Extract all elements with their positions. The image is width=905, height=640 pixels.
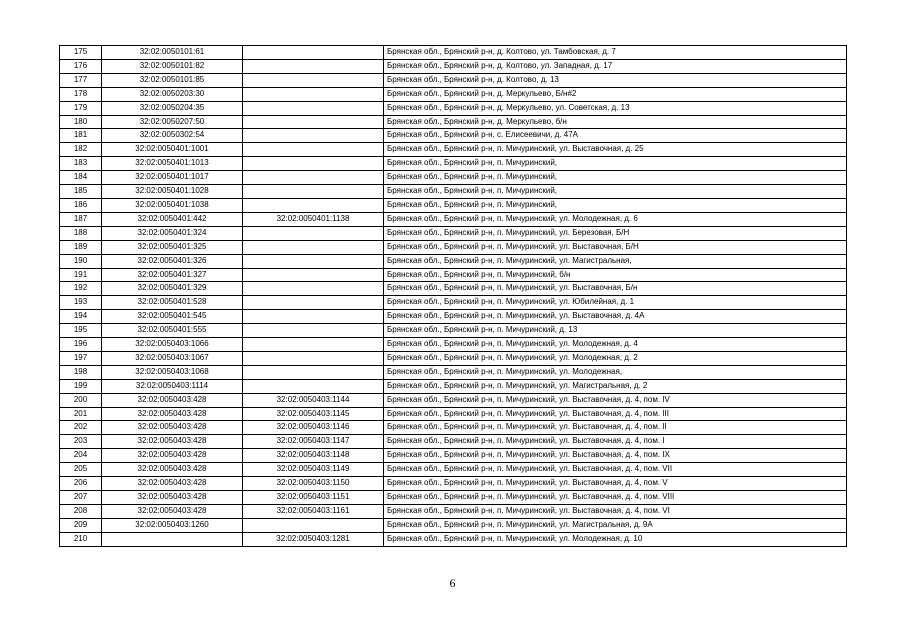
row-number-cell: 210 — [60, 532, 102, 546]
related-cadastral-number-cell: 32:02:0050403:1146 — [243, 421, 384, 435]
address-cell: Брянская обл., Брянский р-н, п. Мичуринский, ул. Выставочная, д. 4, пом. II — [384, 421, 847, 435]
cadastral-number-cell: 32:02:0050403:428 — [102, 435, 243, 449]
table-row — [60, 449, 847, 463]
cadastral-number-cell: 32:02:0050401:1001 — [102, 143, 243, 157]
table-row — [60, 518, 847, 532]
related-cadastral-number-cell — [243, 240, 384, 254]
cadastral-number-cell: 32:02:0050403:1114 — [102, 379, 243, 393]
table-row — [60, 143, 847, 157]
address-cell: Брянская обл., Брянский р-н, д. Меркульево, б/н — [384, 115, 847, 129]
cadastral-number-cell: 32:02:0050403:428 — [102, 421, 243, 435]
address-cell: Брянская обл., Брянский р-н, п. Мичуринский, ул. Березовая, Б/Н — [384, 226, 847, 240]
table-row — [60, 491, 847, 505]
related-cadastral-number-cell — [243, 282, 384, 296]
table-row — [60, 59, 847, 73]
address-cell: Брянская обл., Брянский р-н, п. Мичуринский, ул. Молодежная, д. 6 — [384, 212, 847, 226]
table-row — [60, 115, 847, 129]
row-number-cell: 177 — [60, 73, 102, 87]
related-cadastral-number-cell — [243, 115, 384, 129]
row-number-cell: 188 — [60, 226, 102, 240]
related-cadastral-number-cell — [243, 87, 384, 101]
address-cell: Брянская обл., Брянский р-н, п. Мичуринский, б/н — [384, 268, 847, 282]
table-row — [60, 185, 847, 199]
row-number-cell: 209 — [60, 518, 102, 532]
row-number-cell: 186 — [60, 198, 102, 212]
row-number-cell: 205 — [60, 463, 102, 477]
cadastral-number-cell: 32:02:0050401:1017 — [102, 171, 243, 185]
table-row — [60, 324, 847, 338]
address-cell: Брянская обл., Брянский р-н, п. Мичуринский, ул. Выставочная, д. 25 — [384, 143, 847, 157]
table-row — [60, 421, 847, 435]
cadastral-number-cell: 32:02:0050403:428 — [102, 393, 243, 407]
table-row — [60, 240, 847, 254]
table-row — [60, 407, 847, 421]
table-row — [60, 504, 847, 518]
cadastral-number-cell: 32:02:0050403:1066 — [102, 338, 243, 352]
row-number-cell: 206 — [60, 477, 102, 491]
address-cell: Брянская обл., Брянский р-н, п. Мичуринский, ул. Юбилейная, д. 1 — [384, 296, 847, 310]
address-cell: Брянская обл., Брянский р-н, д. Колтово, ул. Тамбовская, д. 7 — [384, 46, 847, 60]
cadastral-number-cell: 32:02:0050401:329 — [102, 282, 243, 296]
table-row — [60, 435, 847, 449]
table-row — [60, 393, 847, 407]
cadastral-number-cell: 32:02:0050403:1068 — [102, 365, 243, 379]
row-number-cell: 189 — [60, 240, 102, 254]
related-cadastral-number-cell — [243, 518, 384, 532]
table-row — [60, 310, 847, 324]
address-cell: Брянская обл., Брянский р-н, п. Мичуринский, д. 13 — [384, 324, 847, 338]
cadastral-number-cell: 32:02:0050203:30 — [102, 87, 243, 101]
related-cadastral-number-cell: 32:02:0050401:1138 — [243, 212, 384, 226]
cadastral-number-cell: 32:02:0050302:54 — [102, 129, 243, 143]
row-number-cell: 190 — [60, 254, 102, 268]
cadastral-number-cell: 32:02:0050401:1038 — [102, 198, 243, 212]
row-number-cell: 198 — [60, 365, 102, 379]
cadastral-number-cell: 32:02:0050101:85 — [102, 73, 243, 87]
address-cell: Брянская обл., Брянский р-н, д. Колтово, д. 13 — [384, 73, 847, 87]
related-cadastral-number-cell: 32:02:0050403:1144 — [243, 393, 384, 407]
row-number-cell: 193 — [60, 296, 102, 310]
row-number-cell: 175 — [60, 46, 102, 60]
address-cell: Брянская обл., Брянский р-н, п. Мичуринский, ул. Молодежная, д. 2 — [384, 351, 847, 365]
cadastral-number-cell: 32:02:0050403:428 — [102, 477, 243, 491]
address-cell: Брянская обл., Брянский р-н, п. Мичуринский, ул. Магистральная, д. 2 — [384, 379, 847, 393]
related-cadastral-number-cell — [243, 46, 384, 60]
table-row — [60, 129, 847, 143]
address-cell: Брянская обл., Брянский р-н, с. Елисеевичи, д. 47А — [384, 129, 847, 143]
cadastral-number-cell: 32:02:0050403:428 — [102, 491, 243, 505]
address-cell: Брянская обл., Брянский р-н, п. Мичуринский, ул. Молодежная, — [384, 365, 847, 379]
related-cadastral-number-cell — [243, 129, 384, 143]
row-number-cell: 182 — [60, 143, 102, 157]
row-number-cell: 179 — [60, 101, 102, 115]
related-cadastral-number-cell: 32:02:0050403:1148 — [243, 449, 384, 463]
row-number-cell: 185 — [60, 185, 102, 199]
row-number-cell: 191 — [60, 268, 102, 282]
cadastral-number-cell: 32:02:0050401:326 — [102, 254, 243, 268]
address-cell: Брянская обл., Брянский р-н, п. Мичуринский, ул. Выставочная, д. 4, пом. IV — [384, 393, 847, 407]
address-cell: Брянская обл., Брянский р-н, п. Мичуринский, ул. Выставочная, д. 4, пом. VII — [384, 463, 847, 477]
related-cadastral-number-cell — [243, 296, 384, 310]
related-cadastral-number-cell — [243, 268, 384, 282]
table-row — [60, 282, 847, 296]
row-number-cell: 199 — [60, 379, 102, 393]
address-cell: Брянская обл., Брянский р-н, п. Мичуринский, ул. Выставочная, д. 4, пом. VI — [384, 504, 847, 518]
related-cadastral-number-cell: 32:02:0050403:1161 — [243, 504, 384, 518]
address-cell: Брянская обл., Брянский р-н, д. Колтово, ул. Западная, д. 17 — [384, 59, 847, 73]
page-number: 6 — [449, 576, 456, 590]
address-cell: Брянская обл., Брянский р-н, п. Мичуринский, ул. Выставочная, д. 4, пом. I — [384, 435, 847, 449]
cadastral-number-cell: 32:02:0050403:428 — [102, 407, 243, 421]
address-cell: Брянская обл., Брянский р-н, п. Мичуринский, — [384, 198, 847, 212]
property-registry-table — [59, 45, 847, 547]
related-cadastral-number-cell — [243, 351, 384, 365]
row-number-cell: 208 — [60, 504, 102, 518]
related-cadastral-number-cell — [243, 101, 384, 115]
table-row — [60, 198, 847, 212]
table-row — [60, 477, 847, 491]
address-cell: Брянская обл., Брянский р-н, п. Мичуринский, ул. Молодежная, д. 10 — [384, 532, 847, 546]
table-row — [60, 212, 847, 226]
related-cadastral-number-cell: 32:02:0050403:1150 — [243, 477, 384, 491]
cadastral-number-cell: 32:02:0050401:1013 — [102, 157, 243, 171]
table-row — [60, 46, 847, 60]
cadastral-number-cell: 32:02:0050403:428 — [102, 463, 243, 477]
address-cell: Брянская обл., Брянский р-н, п. Мичуринский, ул. Выставочная, д. 4, пом. IX — [384, 449, 847, 463]
row-number-cell: 180 — [60, 115, 102, 129]
cadastral-number-cell: 32:02:0050401:325 — [102, 240, 243, 254]
cadastral-number-cell: 32:02:0050403:1067 — [102, 351, 243, 365]
related-cadastral-number-cell — [243, 185, 384, 199]
cadastral-number-cell: 32:02:0050401:442 — [102, 212, 243, 226]
related-cadastral-number-cell — [243, 59, 384, 73]
row-number-cell: 201 — [60, 407, 102, 421]
row-number-cell: 192 — [60, 282, 102, 296]
registry-table-body — [60, 46, 847, 547]
related-cadastral-number-cell — [243, 73, 384, 87]
table-row — [60, 338, 847, 352]
table-row — [60, 351, 847, 365]
related-cadastral-number-cell — [243, 254, 384, 268]
address-cell: Брянская обл., Брянский р-н, д. Меркульево, ул. Советская, д. 13 — [384, 101, 847, 115]
cadastral-number-cell: 32:02:0050401:528 — [102, 296, 243, 310]
related-cadastral-number-cell: 32:02:0050403:1281 — [243, 532, 384, 546]
cadastral-number-cell: 32:02:0050403:1260 — [102, 518, 243, 532]
table-row — [60, 463, 847, 477]
cadastral-number-cell: 32:02:0050403:428 — [102, 449, 243, 463]
related-cadastral-number-cell: 32:02:0050403:1149 — [243, 463, 384, 477]
address-cell: Брянская обл., Брянский р-н, п. Мичуринский, ул. Выставочная, д. 4А — [384, 310, 847, 324]
row-number-cell: 184 — [60, 171, 102, 185]
cadastral-number-cell: 32:02:0050401:324 — [102, 226, 243, 240]
row-number-cell: 181 — [60, 129, 102, 143]
row-number-cell: 204 — [60, 449, 102, 463]
table-row — [60, 226, 847, 240]
cadastral-number-cell: 32:02:0050403:428 — [102, 504, 243, 518]
cadastral-number-cell: 32:02:0050401:555 — [102, 324, 243, 338]
related-cadastral-number-cell: 32:02:0050403:1145 — [243, 407, 384, 421]
cadastral-number-cell: 32:02:0050204:35 — [102, 101, 243, 115]
related-cadastral-number-cell — [243, 226, 384, 240]
cadastral-number-cell: 32:02:0050401:545 — [102, 310, 243, 324]
row-number-cell: 183 — [60, 157, 102, 171]
related-cadastral-number-cell — [243, 198, 384, 212]
address-cell: Брянская обл., Брянский р-н, п. Мичуринский, ул. Молодежная, д. 4 — [384, 338, 847, 352]
cadastral-number-cell: 32:02:0050401:1028 — [102, 185, 243, 199]
related-cadastral-number-cell — [243, 338, 384, 352]
address-cell: Брянская обл., Брянский р-н, п. Мичуринский, — [384, 171, 847, 185]
related-cadastral-number-cell — [243, 310, 384, 324]
address-cell: Брянская обл., Брянский р-н, п. Мичуринский, ул. Магистральная, д. 9А — [384, 518, 847, 532]
address-cell: Брянская обл., Брянский р-н, д. Меркульево, Б/н#2 — [384, 87, 847, 101]
related-cadastral-number-cell — [243, 171, 384, 185]
row-number-cell: 196 — [60, 338, 102, 352]
row-number-cell: 176 — [60, 59, 102, 73]
cadastral-number-cell: 32:02:0050101:61 — [102, 46, 243, 60]
table-row — [60, 254, 847, 268]
table-row — [60, 157, 847, 171]
table-row — [60, 268, 847, 282]
row-number-cell: 207 — [60, 491, 102, 505]
related-cadastral-number-cell: 32:02:0050403:1147 — [243, 435, 384, 449]
row-number-cell: 195 — [60, 324, 102, 338]
table-row — [60, 171, 847, 185]
row-number-cell: 178 — [60, 87, 102, 101]
related-cadastral-number-cell — [243, 143, 384, 157]
related-cadastral-number-cell — [243, 379, 384, 393]
related-cadastral-number-cell — [243, 324, 384, 338]
table-row — [60, 87, 847, 101]
address-cell: Брянская обл., Брянский р-н, п. Мичуринский, ул. Магистральная, — [384, 254, 847, 268]
related-cadastral-number-cell — [243, 157, 384, 171]
cadastral-number-cell: 32:02:0050401:327 — [102, 268, 243, 282]
table-row — [60, 365, 847, 379]
table-row — [60, 101, 847, 115]
row-number-cell: 197 — [60, 351, 102, 365]
row-number-cell: 202 — [60, 421, 102, 435]
related-cadastral-number-cell: 32:02:0050403:1151 — [243, 491, 384, 505]
table-row — [60, 379, 847, 393]
address-cell: Брянская обл., Брянский р-н, п. Мичуринский, ул. Выставочная, д. 4, пом. VIII — [384, 491, 847, 505]
table-row — [60, 73, 847, 87]
related-cadastral-number-cell — [243, 365, 384, 379]
cadastral-number-cell: 32:02:0050101:82 — [102, 59, 243, 73]
cadastral-number-cell: 32:02:0050207:50 — [102, 115, 243, 129]
address-cell: Брянская обл., Брянский р-н, п. Мичуринский, ул. Выставочная, д. 4, пом. V — [384, 477, 847, 491]
table-row — [60, 532, 847, 546]
row-number-cell: 200 — [60, 393, 102, 407]
cadastral-number-cell — [102, 532, 243, 546]
address-cell: Брянская обл., Брянский р-н, п. Мичуринский, ул. Выставочная, Б/н — [384, 282, 847, 296]
address-cell: Брянская обл., Брянский р-н, п. Мичуринский, — [384, 157, 847, 171]
row-number-cell: 194 — [60, 310, 102, 324]
table-row — [60, 296, 847, 310]
address-cell: Брянская обл., Брянский р-н, п. Мичуринский, — [384, 185, 847, 199]
row-number-cell: 203 — [60, 435, 102, 449]
row-number-cell: 187 — [60, 212, 102, 226]
address-cell: Брянская обл., Брянский р-н, п. Мичуринский, ул. Выставочная, Б/Н — [384, 240, 847, 254]
address-cell: Брянская обл., Брянский р-н, п. Мичуринский, ул. Выставочная, д. 4, пом. III — [384, 407, 847, 421]
